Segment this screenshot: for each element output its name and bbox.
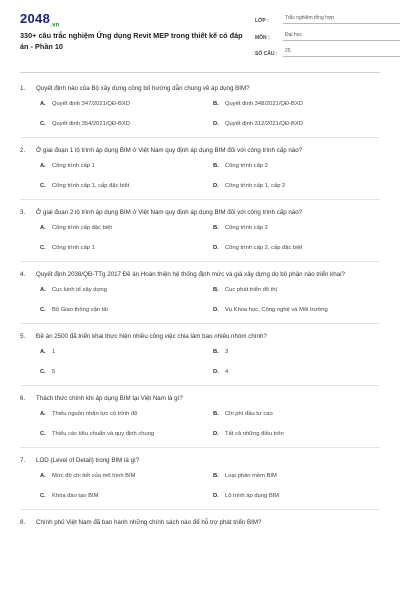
option-letter: C. bbox=[40, 245, 46, 251]
option-c[interactable] bbox=[40, 182, 213, 190]
page-header bbox=[20, 0, 380, 78]
question-2 bbox=[20, 146, 380, 200]
question-text: Ở giai đoạn 1 lộ trình áp dụng BIM ở Việt Nam quy định áp dụng BIM đối với công trình cấp nào? bbox=[36, 147, 303, 154]
site-logo[interactable] bbox=[20, 11, 60, 29]
option-letter: C. bbox=[40, 431, 46, 437]
option-c[interactable] bbox=[40, 368, 213, 376]
option-letter: C. bbox=[40, 121, 46, 127]
option-letter: B. bbox=[213, 473, 219, 479]
option-letter: A. bbox=[40, 225, 46, 231]
logo-main: 2048 bbox=[20, 11, 51, 26]
option-c[interactable] bbox=[40, 120, 213, 128]
option-text: Mức độ chi tiết của mô hình BIM bbox=[52, 473, 136, 479]
option-a[interactable] bbox=[40, 224, 213, 232]
option-b[interactable] bbox=[213, 410, 380, 418]
option-text: Cục kinh tế xây dựng bbox=[52, 287, 107, 293]
meta-row-class bbox=[255, 10, 400, 24]
option-b[interactable] bbox=[213, 348, 380, 356]
option-letter: D. bbox=[213, 431, 219, 437]
option-letter: A. bbox=[40, 287, 46, 293]
option-text: Công trình cấp 1 bbox=[52, 245, 95, 251]
document-title: 330+ câu trắc nghiệm Ứng dụng Revit MEP trong thiết kế có đáp án - Phần 10 bbox=[20, 31, 243, 51]
option-text: Công trình cấp đặc biệt bbox=[52, 225, 112, 231]
question-divider bbox=[20, 385, 380, 386]
question-7 bbox=[20, 456, 380, 510]
option-text: Quyết định 312/2021/QĐ-BXD bbox=[225, 121, 303, 127]
meta-key: SỐ CÂU : bbox=[255, 51, 278, 57]
option-a[interactable] bbox=[40, 410, 213, 418]
question-text: Thách thức chính khi áp dụng BIM tại Việt Nam là gì? bbox=[36, 395, 183, 402]
option-text: Công trình cấp 1 bbox=[52, 163, 95, 169]
option-text: Vụ Khoa học, Công nghệ và Môi trường bbox=[225, 307, 328, 313]
option-text: Cục phát triển đô thị bbox=[225, 287, 277, 293]
option-text: Công trình cấp 2, cấp đặc biệt bbox=[225, 245, 303, 251]
option-letter: D. bbox=[213, 493, 219, 499]
meta-row-subject bbox=[255, 27, 400, 41]
meta-key: LỚP : bbox=[255, 18, 269, 24]
question-divider bbox=[20, 447, 380, 448]
question-divider bbox=[20, 261, 380, 262]
question-text: LOD (Level of Detail) trong BIM là gì? bbox=[36, 457, 140, 464]
question-1 bbox=[20, 84, 380, 138]
option-letter: C. bbox=[40, 183, 46, 189]
question-number: 3. bbox=[20, 209, 26, 216]
option-text: Quyết định 348/2021/QĐ-BXD bbox=[225, 101, 303, 107]
option-letter: C. bbox=[40, 307, 46, 313]
option-letter: D. bbox=[213, 369, 219, 375]
option-letter: A. bbox=[40, 411, 46, 417]
option-letter: B. bbox=[213, 349, 219, 355]
option-d[interactable] bbox=[213, 244, 380, 252]
question-text: Quyết định nào của Bộ xây dựng công bố hướng dẫn chung về áp dụng BIM? bbox=[36, 85, 250, 92]
option-a[interactable] bbox=[40, 348, 213, 356]
option-a[interactable] bbox=[40, 286, 213, 294]
logo-suffix: .vn bbox=[50, 22, 60, 29]
option-letter: C. bbox=[40, 369, 46, 375]
option-letter: C. bbox=[40, 493, 46, 499]
option-c[interactable] bbox=[40, 244, 213, 252]
option-letter: A. bbox=[40, 101, 46, 107]
option-letter: D. bbox=[213, 307, 219, 313]
option-a[interactable] bbox=[40, 162, 213, 170]
option-d[interactable] bbox=[213, 430, 380, 438]
option-text: Bộ Giao thông vận tải bbox=[52, 307, 108, 313]
question-divider bbox=[20, 323, 380, 324]
question-8 bbox=[20, 518, 380, 528]
option-letter: A. bbox=[40, 163, 46, 169]
option-letter: B. bbox=[213, 411, 219, 417]
option-text: Công trình cấp 2 bbox=[225, 225, 268, 231]
option-text: Chi phí đầu tư cao bbox=[225, 411, 273, 417]
question-divider bbox=[20, 199, 380, 200]
option-text: 4 bbox=[225, 369, 229, 375]
option-letter: A. bbox=[40, 473, 46, 479]
option-c[interactable] bbox=[40, 306, 213, 314]
question-4 bbox=[20, 270, 380, 324]
option-text: Thiếu các tiêu chuẩn và quy định chung bbox=[52, 431, 155, 437]
option-c[interactable] bbox=[40, 430, 213, 438]
option-b[interactable] bbox=[213, 286, 380, 294]
option-text: Lộ trình áp dụng BIM bbox=[225, 493, 280, 499]
question-number: 7. bbox=[20, 457, 26, 464]
option-a[interactable] bbox=[40, 100, 213, 108]
option-d[interactable] bbox=[213, 120, 380, 128]
option-b[interactable] bbox=[213, 224, 380, 232]
question-3 bbox=[20, 208, 380, 262]
question-divider bbox=[20, 137, 380, 138]
question-text: Đề án 2500 đã triển khai thực hiện nhiều công việc chia làm bao nhiêu nhóm chính? bbox=[36, 333, 267, 340]
meta-value: Đại học bbox=[283, 32, 400, 41]
option-text: Quyết định 347/2021/QĐ-BXD bbox=[52, 101, 130, 107]
question-list bbox=[20, 78, 380, 528]
question-number: 2. bbox=[20, 147, 26, 154]
question-divider bbox=[20, 509, 380, 510]
question-text: Ở giai đoạn 2 lộ trình áp dụng BIM ở Việt Nam quy định áp dụng BIM đối với công trình cấp nào? bbox=[36, 209, 303, 216]
option-text: Loại phần mềm BIM bbox=[225, 473, 277, 479]
option-text: Tất cả những điều trên bbox=[225, 431, 284, 437]
option-text: Công trình cấp 2 bbox=[225, 163, 268, 169]
question-number: 4. bbox=[20, 271, 26, 278]
meta-info bbox=[255, 10, 400, 60]
option-letter: A. bbox=[40, 349, 46, 355]
question-text: Quyết định 2038/QĐ-TTg 2017 Đề án Hoàn thiện hệ thống định mức và giá xây dựng do bộ phận nào triển khai? bbox=[36, 271, 345, 278]
option-letter: B. bbox=[213, 163, 219, 169]
question-5 bbox=[20, 332, 380, 386]
question-number: 8. bbox=[20, 519, 26, 526]
option-letter: D. bbox=[213, 183, 219, 189]
meta-value: 25 bbox=[283, 48, 400, 57]
option-letter: B. bbox=[213, 225, 219, 231]
question-text: Chính phủ Việt Nam đã ban hành những chính sách nào để hỗ trợ phát triển BIM? bbox=[36, 519, 262, 526]
option-text: 3 bbox=[225, 349, 229, 355]
meta-row-count bbox=[255, 43, 400, 57]
option-a[interactable] bbox=[40, 472, 213, 480]
option-letter: B. bbox=[213, 101, 219, 107]
option-d[interactable] bbox=[213, 368, 380, 376]
question-6 bbox=[20, 394, 380, 448]
option-d[interactable] bbox=[213, 182, 380, 190]
question-number: 6. bbox=[20, 395, 26, 402]
option-d[interactable] bbox=[213, 306, 380, 314]
option-b[interactable] bbox=[213, 472, 380, 480]
option-letter: D. bbox=[213, 245, 219, 251]
meta-value: Trắc nghiệm tổng hợp bbox=[283, 15, 400, 24]
option-b[interactable] bbox=[213, 162, 380, 170]
meta-key: MÔN : bbox=[255, 34, 270, 41]
option-text: 1 bbox=[52, 349, 56, 355]
option-text: Quyết định 354/2021/QĐ-BXD bbox=[52, 121, 130, 127]
option-letter: D. bbox=[213, 121, 219, 127]
header-divider bbox=[20, 72, 380, 73]
option-text: Thiếu nguồn nhân lực có trình độ bbox=[52, 411, 138, 417]
option-text: Công trình cấp 1, cấp đặc biệt bbox=[52, 183, 130, 189]
option-d[interactable] bbox=[213, 492, 380, 500]
option-letter: B. bbox=[213, 287, 219, 293]
question-number: 1. bbox=[20, 85, 26, 92]
option-b[interactable] bbox=[213, 100, 380, 108]
option-text: Công trình cấp 1, cấp 2 bbox=[225, 183, 286, 189]
question-number: 5. bbox=[20, 333, 26, 340]
option-c[interactable] bbox=[40, 492, 213, 500]
option-text: 5 bbox=[52, 369, 56, 375]
option-text: Khóa đào tạo BIM bbox=[52, 493, 99, 499]
